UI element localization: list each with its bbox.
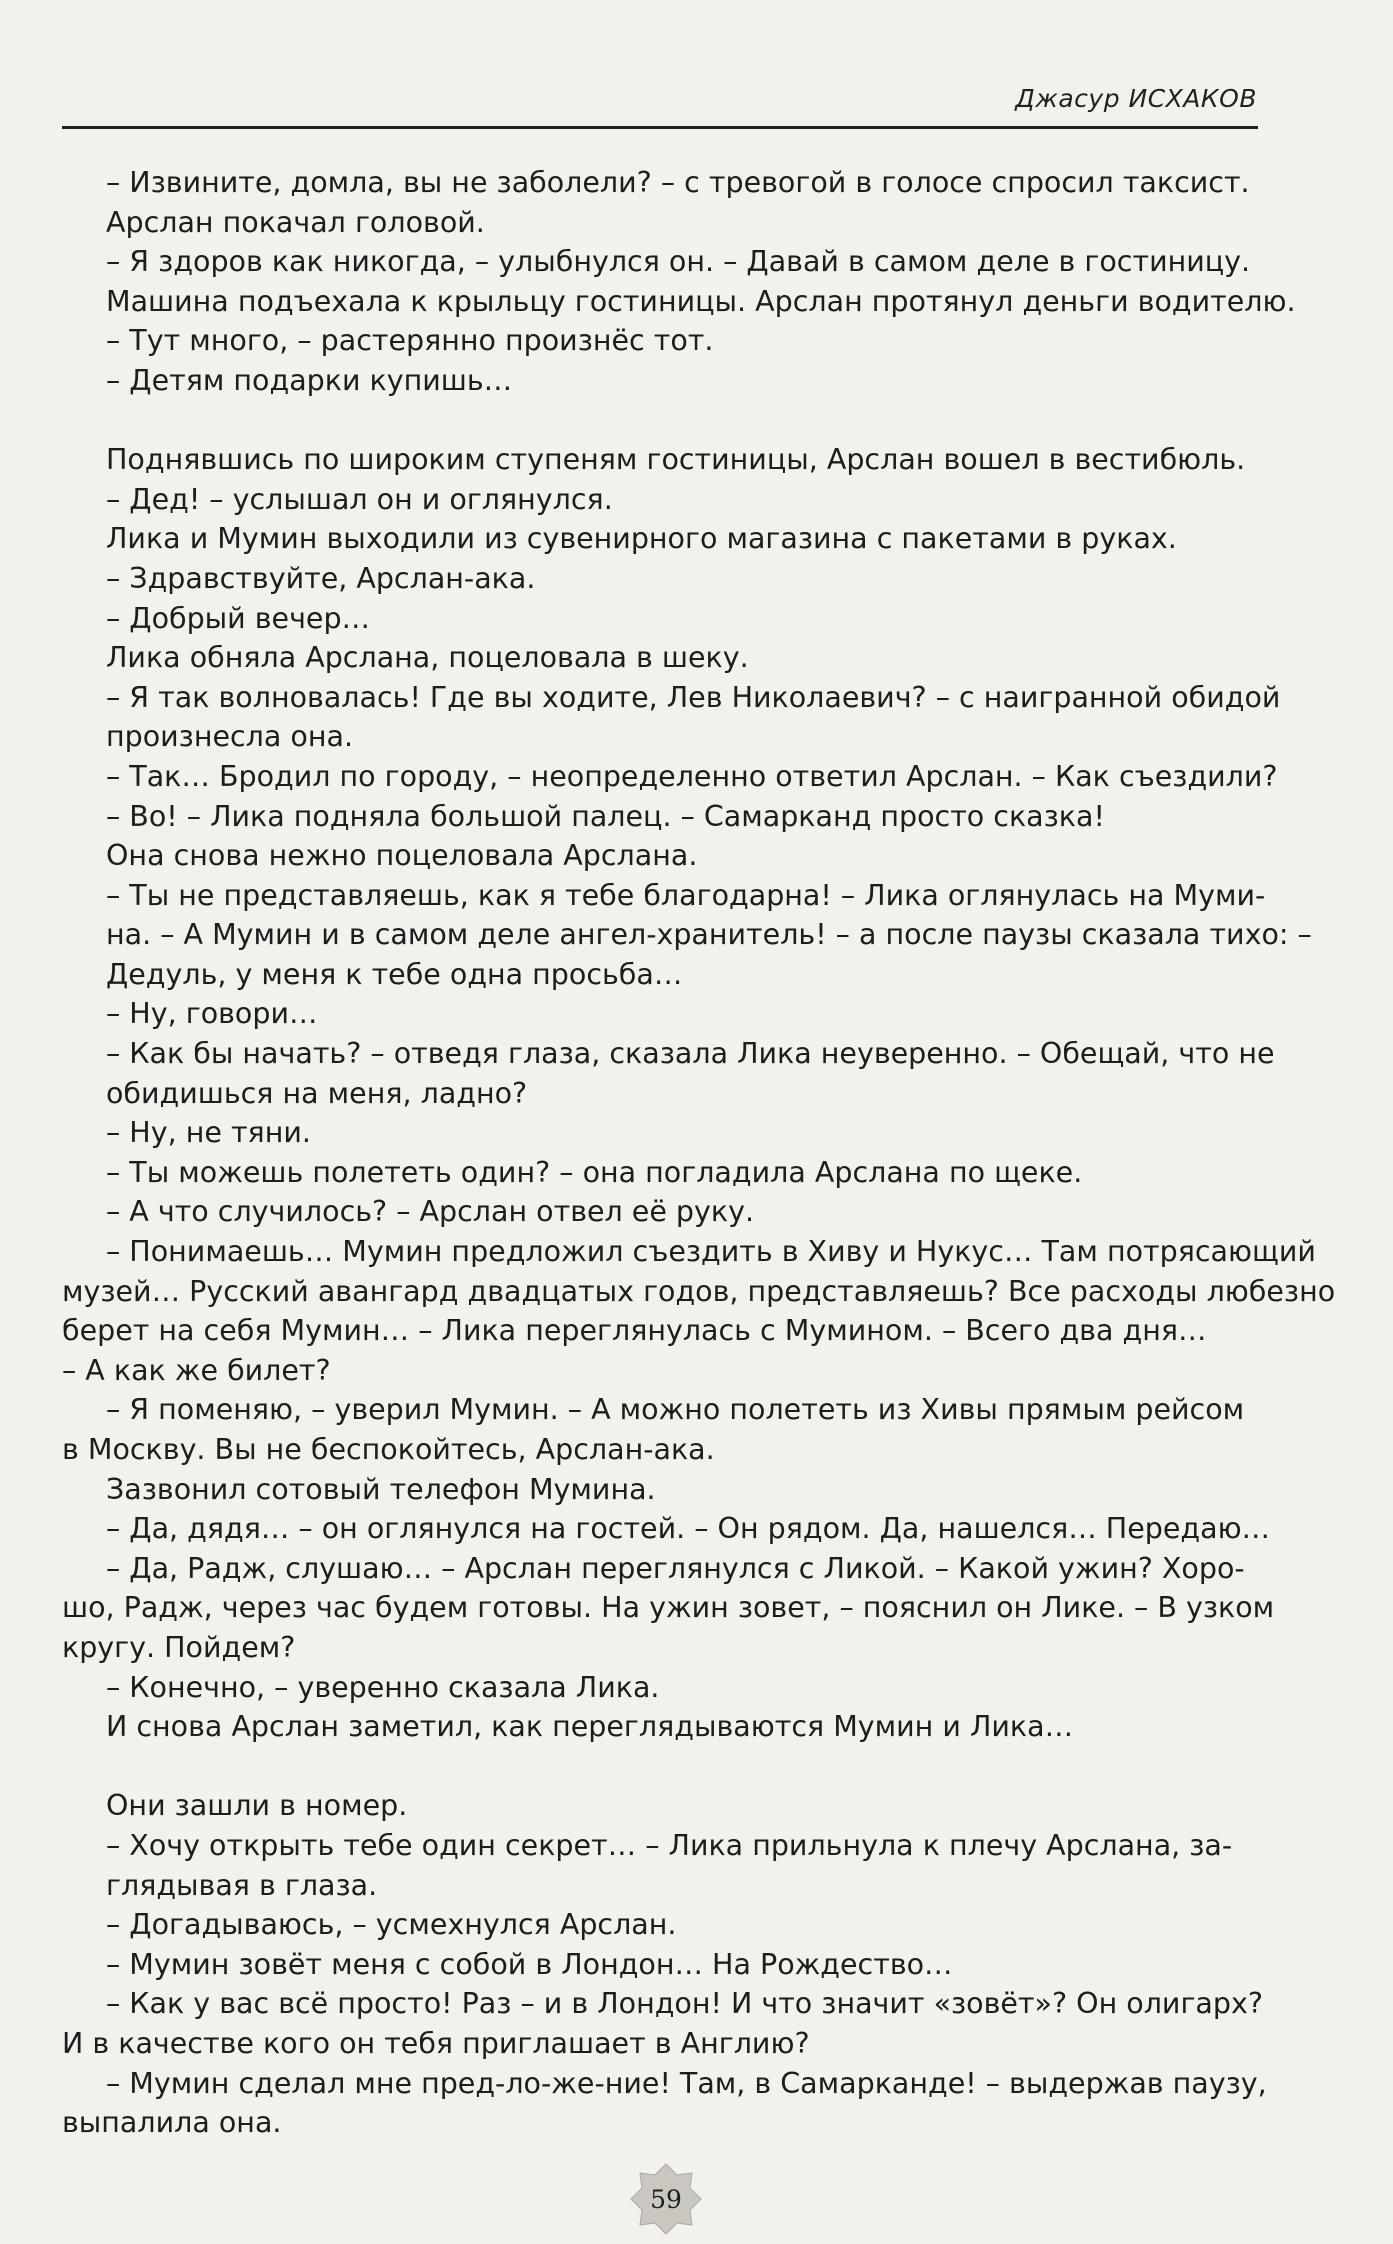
- text-line: – А как же билет?: [62, 1353, 331, 1387]
- text-line: музей… Русский авангард двадцатых годов, представляешь? Все расходы любезно: [62, 1274, 1336, 1308]
- text-line: – Ты не представляешь, как я тебе благодарна! – Лика оглянулась на Муми-: [106, 878, 1266, 912]
- text-line: в Москву. Вы не беспокойтесь, Арслан-ака.: [62, 1433, 715, 1466]
- text-line: – Как бы начать? – отведя глаза, сказала Лика неуверенно. – Обещай, что не: [106, 1037, 1275, 1071]
- page-number-ornament: [629, 2162, 703, 2236]
- text-line: шо, Радж, через час будем готовы. На ужин зовет, – пояснил он Лике. – В узком: [62, 1591, 1275, 1625]
- running-title: Джасур ИСХАКОВ: [1015, 84, 1257, 113]
- text-line: – Догадываюсь, – усмехнулся Арслан.: [106, 1908, 677, 1942]
- text-line: – Да, дядя… – он оглянулся на гостей. – Он рядом. Да, нашелся… Передаю…: [106, 1512, 1271, 1546]
- text-line: Они зашли в номер.: [106, 1789, 408, 1823]
- header-rule: [62, 126, 1258, 129]
- text-line: – Как у вас всё просто! Раз – и в Лондон! И что значит «зовёт»? Он олигарх?: [106, 1987, 1263, 2021]
- body-text: [62, 163, 1336, 2143]
- text-line: выпалила она.: [62, 2106, 282, 2140]
- text-line: – Здравствуйте, Арслан-ака.: [106, 561, 536, 595]
- text-line: – Так… Бродил по городу, – неопределенно ответил Арслан. – Как съездили?: [106, 759, 1278, 793]
- text-line: Дедуль, у меня к тебе одна просьба…: [106, 957, 683, 991]
- text-line: Лика обняла Арслана, поцеловала в шеку.: [106, 641, 749, 675]
- text-line: Зазвонил сотовый телефон Мумина.: [106, 1472, 656, 1506]
- text-line: глядывая в глаза.: [106, 1868, 378, 1902]
- text-line: – Да, Радж, слушаю… – Арслан переглянулся с Ликой. – Какой ужин? Хоро-: [106, 1551, 1245, 1585]
- text-line: – Мумин сделал мне пред-ло-же-ние! Там, в Самарканде! – выдержав паузу,: [106, 2066, 1267, 2100]
- text-line: – Ты можешь полететь один? – она погладила Арслана по щеке.: [106, 1155, 1083, 1189]
- text-line: – Я так волновалась! Где вы ходите, Лев Николаевич? – с наигранной обидой: [106, 680, 1281, 714]
- text-line: – А что случилось? – Арслан отвел её руку.: [106, 1195, 755, 1229]
- text-line: – Ну, не тяни.: [106, 1116, 311, 1150]
- text-line: обидишься на меня, ладно?: [106, 1076, 528, 1110]
- text-line: Лика и Мумин выходили из сувенирного магазина с пакетами в руках.: [106, 522, 1177, 556]
- text-line: – Конечно, – уверенно сказала Лика.: [106, 1670, 660, 1704]
- text-line: – Добрый вечер…: [106, 601, 371, 635]
- text-line: – Я поменяю, – уверил Мумин. – А можно полететь из Хивы прямым рейсом: [106, 1393, 1245, 1427]
- text-line: на. – А Мумин и в самом деле ангел-хранитель! – а после паузы сказала тихо: –: [106, 918, 1312, 952]
- text-line: – Ну, говори…: [106, 997, 318, 1031]
- text-line: берет на себя Мумин… – Лика переглянулась с Мумином. – Всего два дня…: [62, 1314, 1207, 1348]
- text-line: – Детям подарки купишь…: [106, 363, 513, 397]
- text-line: Арслан покачал головой.: [106, 205, 485, 239]
- text-line: Поднявшись по широким ступеням гостиницы, Арслан вошел в вестибюль.: [106, 443, 1246, 477]
- text-line: И снова Арслан заметил, как переглядываются Мумин и Лика…: [106, 1710, 1074, 1744]
- text-line: Она снова нежно поцеловала Арслана.: [106, 839, 698, 873]
- text-line: И в качестве кого он тебя приглашает в Англию?: [62, 2026, 810, 2060]
- text-line: кругу. Пойдем?: [62, 1630, 296, 1664]
- text-line: Машина подъехала к крыльцу гостиницы. Арслан протянул деньги водителю.: [106, 284, 1296, 318]
- text-line: – Понимаешь… Мумин предложил съездить в Хиву и Нукус… Там потрясающий: [106, 1235, 1316, 1269]
- text-line: – Я здоров как никогда, – улыбнулся он. – Давай в самом деле в гостиницу.: [106, 245, 1251, 279]
- text-line: – Мумин зовёт меня с собой в Лондон… На Рождество…: [106, 1947, 953, 1981]
- text-line: – Хочу открыть тебе один секрет… – Лика прильнула к плечу Арслана, за-: [106, 1828, 1233, 1862]
- text-line: – Тут много, – растерянно произнёс тот.: [106, 324, 714, 358]
- text-line: – Дед! – услышал он и оглянулся.: [106, 482, 613, 516]
- paragraph-gap: [62, 401, 1258, 441]
- paragraph-gap: [62, 1747, 1258, 1787]
- text-line: – Извините, домла, вы не заболели? – с тревогой в голосе спросил таксист.: [106, 166, 1250, 199]
- text-line: – Во! – Лика подняла большой палец. – Самарканд просто сказка!: [106, 799, 1105, 833]
- text-line: произнесла она.: [106, 720, 354, 754]
- page-number: 59: [650, 2184, 682, 2214]
